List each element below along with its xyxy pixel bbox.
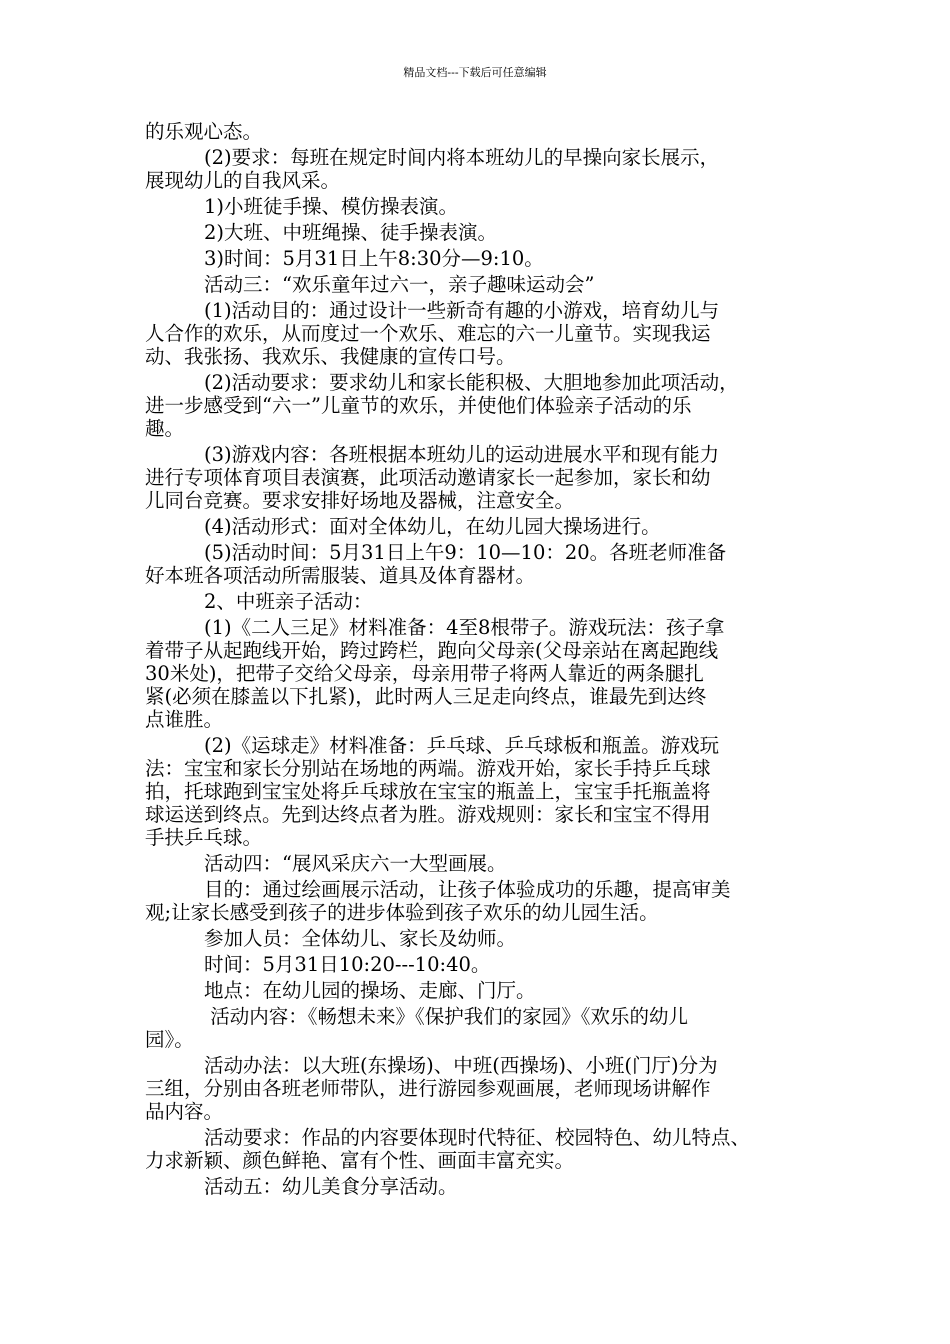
document-body bbox=[145, 120, 825, 1198]
paragraph bbox=[145, 1175, 825, 1198]
text-line: (1)《二人三足》材料准备：4至8根带子。游戏玩法：孩子拿 bbox=[204, 616, 725, 639]
page-header: 精品文档---下载后可任意编辑 bbox=[403, 66, 547, 79]
paragraph bbox=[145, 515, 825, 538]
paragraph bbox=[145, 590, 825, 613]
text-line: 好本班各项活动所需服装、道具及体育器材。 bbox=[145, 564, 536, 587]
paragraph bbox=[145, 1054, 825, 1123]
paragraph bbox=[145, 371, 825, 440]
paragraph bbox=[145, 878, 825, 924]
paragraph bbox=[145, 953, 825, 976]
paragraph bbox=[145, 146, 825, 192]
paragraph bbox=[145, 299, 825, 368]
text-line: 活动四：“展风采庆六一大型画展。 bbox=[204, 852, 507, 875]
text-line: 30米处)，把带子交给父母亲，母亲用带子将两人靠近的两条腿扎 bbox=[145, 662, 704, 685]
text-line: 三组，分别由各班老师带队，进行游园参观画展，老师现场讲解作 bbox=[145, 1077, 711, 1100]
text-line: 地点：在幼儿园的操场、走廊、门厅。 bbox=[204, 979, 536, 1002]
text-line: 点谁胜。 bbox=[145, 708, 224, 731]
text-line: 拍，托球跑到宝宝处将乒乓球放在宝宝的瓶盖上，宝宝手托瓶盖将 bbox=[145, 780, 711, 803]
text-line: 力求新颖、颜色鲜艳、富有个性、画面丰富充实。 bbox=[145, 1149, 575, 1172]
paragraph bbox=[145, 927, 825, 950]
paragraph bbox=[145, 247, 825, 270]
text-line: 动、我张扬、我欢乐、我健康的宣传口号。 bbox=[145, 345, 516, 368]
text-line: 人合作的欢乐，从而度过一个欢乐、难忘的六一儿童节。实现我运 bbox=[145, 322, 711, 345]
text-line: 3)时间：5月31日上午8:30分—9:10。 bbox=[204, 247, 544, 270]
paragraph bbox=[145, 979, 825, 1002]
paragraph bbox=[145, 541, 825, 587]
text-line: (2)要求：每班在规定时间内将本班幼儿的早操向家长展示， bbox=[204, 146, 720, 169]
text-line: 儿同台竞赛。要求安排好场地及器械，注意安全。 bbox=[145, 489, 575, 512]
paragraph bbox=[145, 734, 825, 849]
text-line: 趣。 bbox=[145, 417, 185, 440]
text-line: 品内容。 bbox=[145, 1100, 224, 1123]
text-line: (5)活动时间：5月31日上午9：10—10：20。各班老师准备 bbox=[204, 541, 727, 564]
paragraph bbox=[145, 1126, 825, 1172]
paragraph bbox=[145, 120, 825, 143]
text-line: 活动办法：以大班(东操场)、中班(西操场)、小班(门厅)分为 bbox=[204, 1054, 718, 1077]
paragraph bbox=[145, 221, 825, 244]
text-line: 活动要求：作品的内容要体现时代特征、校园特色、幼儿特点、 bbox=[204, 1126, 751, 1149]
paragraph bbox=[145, 616, 825, 731]
text-line: 目的：通过绘画展示活动，让孩子体验成功的乐趣，提高审美 bbox=[204, 878, 731, 901]
text-line: 的乐观心态。 bbox=[145, 120, 263, 143]
text-line: 园》。 bbox=[145, 1028, 194, 1051]
text-line: 时间：5月31日10:20---10:40。 bbox=[204, 953, 491, 976]
paragraph bbox=[145, 443, 825, 512]
text-line: 进行专项体育项目表演赛，此项活动邀请家长一起参加，家长和幼 bbox=[145, 466, 711, 489]
text-line: 进一步感受到“六一”儿童节的欢乐，并使他们体验亲子活动的乐 bbox=[145, 394, 692, 417]
text-line: 展现幼儿的自我风采。 bbox=[145, 169, 341, 192]
text-line: (4)活动形式：面对全体幼儿，在幼儿园大操场进行。 bbox=[204, 515, 661, 538]
paragraph bbox=[145, 1005, 825, 1051]
text-line: 2、中班亲子活动： bbox=[204, 590, 373, 613]
text-line: 手扶乒乓球。 bbox=[145, 826, 263, 849]
text-line: 观;让家长感受到孩子的进步体验到孩子欢乐的幼儿园生活。 bbox=[145, 901, 659, 924]
text-line: (1)活动目的：通过设计一些新奇有趣的小游戏，培育幼儿与 bbox=[204, 299, 720, 322]
text-line: 2)大班、中班绳操、徒手操表演。 bbox=[204, 221, 498, 244]
text-line: (3)游戏内容：各班根据本班幼儿的运动进展水平和现有能力 bbox=[204, 443, 720, 466]
paragraph bbox=[145, 195, 825, 218]
text-line: 活动三：“欢乐童年过六一，亲子趣味运动会” bbox=[204, 273, 595, 296]
text-line: 1)小班徒手操、模仿操表演。 bbox=[204, 195, 459, 218]
text-line: 法：宝宝和家长分别站在场地的两端。游戏开始，家长手持乒乓球 bbox=[145, 757, 711, 780]
text-line: (2)活动要求：要求幼儿和家长能积极、大胆地参加此项活动， bbox=[204, 371, 739, 394]
text-line: 活动内容：《畅想未来》《保护我们的家园》《欢乐的幼儿 bbox=[204, 1005, 688, 1028]
text-line: 活动五：幼儿美食分享活动。 bbox=[204, 1175, 458, 1198]
text-line: 参加人员：全体幼儿、家长及幼师。 bbox=[204, 927, 517, 950]
text-line: 紧(必须在膝盖以下扎紧)，此时两人三足走向终点，谁最先到达终 bbox=[145, 685, 707, 708]
text-line: (2)《运球走》材料准备：乒乓球、乒乓球板和瓶盖。游戏玩 bbox=[204, 734, 720, 757]
paragraph bbox=[145, 852, 825, 875]
paragraph bbox=[145, 273, 825, 296]
text-line: 球运送到终点。先到达终点者为胜。游戏规则：家长和宝宝不得用 bbox=[145, 803, 711, 826]
text-line: 着带子从起跑线开始，跨过跨栏，跑向父母亲(父母亲站在离起跑线 bbox=[145, 639, 719, 662]
